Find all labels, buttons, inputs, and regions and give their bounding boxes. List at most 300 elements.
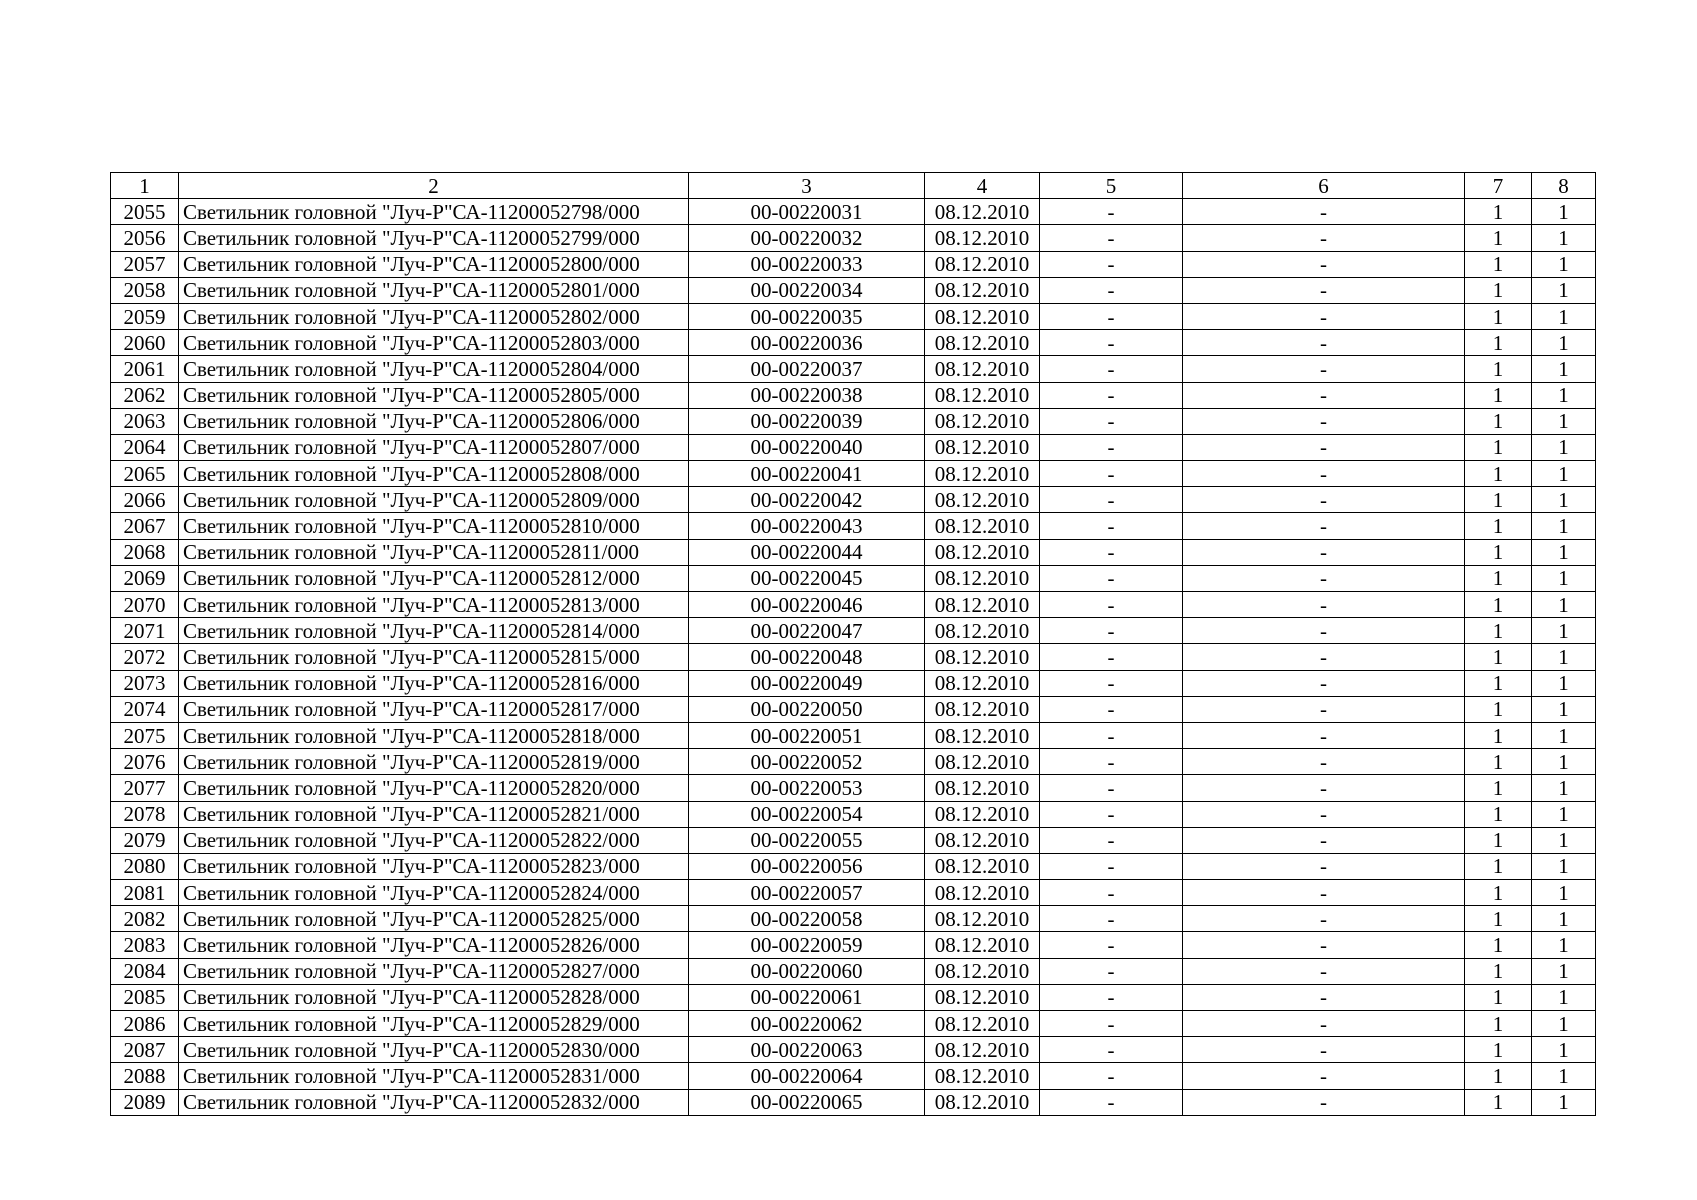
cell-inventory-number: 00-00220050 [689, 696, 925, 722]
cell-row-number: 2079 [111, 827, 179, 853]
cell-col-5: - [1040, 801, 1183, 827]
cell-item-name: Светильник головной "Луч-Р"СА-11200052829/000 [179, 1011, 689, 1037]
cell-row-number: 2069 [111, 565, 179, 591]
cell-date: 08.12.2010 [925, 775, 1040, 801]
cell-row-number: 2066 [111, 487, 179, 513]
cell-row-number: 2088 [111, 1063, 179, 1089]
cell-date: 08.12.2010 [925, 827, 1040, 853]
cell-col-8: 1 [1532, 722, 1596, 748]
inventory-table [110, 172, 1596, 1116]
cell-date: 08.12.2010 [925, 722, 1040, 748]
cell-date: 08.12.2010 [925, 277, 1040, 303]
cell-item-name: Светильник головной "Луч-Р"СА-11200052831/000 [179, 1063, 689, 1089]
cell-date: 08.12.2010 [925, 461, 1040, 487]
cell-col-6: - [1183, 251, 1465, 277]
cell-date: 08.12.2010 [925, 1037, 1040, 1063]
cell-inventory-number: 00-00220053 [689, 775, 925, 801]
cell-date: 08.12.2010 [925, 303, 1040, 329]
cell-item-name: Светильник головной "Луч-Р"СА-11200052801/000 [179, 277, 689, 303]
cell-row-number: 2055 [111, 199, 179, 225]
cell-col-7: 1 [1465, 1037, 1532, 1063]
cell-item-name: Светильник головной "Луч-Р"СА-11200052824/000 [179, 880, 689, 906]
cell-col-7: 1 [1465, 251, 1532, 277]
table-row [111, 932, 1596, 958]
cell-row-number: 2081 [111, 880, 179, 906]
cell-row-number: 2061 [111, 356, 179, 382]
cell-item-name: Светильник головной "Луч-Р"СА-11200052811/000 [179, 539, 689, 565]
cell-item-name: Светильник головной "Луч-Р"СА-11200052815/000 [179, 644, 689, 670]
cell-inventory-number: 00-00220059 [689, 932, 925, 958]
cell-item-name: Светильник головной "Луч-Р"СА-11200052798/000 [179, 199, 689, 225]
cell-inventory-number: 00-00220046 [689, 592, 925, 618]
cell-col-7: 1 [1465, 565, 1532, 591]
cell-item-name: Светильник головной "Луч-Р"СА-11200052823/000 [179, 853, 689, 879]
cell-row-number: 2076 [111, 749, 179, 775]
table-row [111, 1037, 1596, 1063]
cell-col-7: 1 [1465, 199, 1532, 225]
table-row [111, 434, 1596, 460]
cell-col-7: 1 [1465, 1089, 1532, 1115]
cell-col-7: 1 [1465, 303, 1532, 329]
cell-item-name: Светильник головной "Луч-Р"СА-11200052816/000 [179, 670, 689, 696]
table-row [111, 487, 1596, 513]
table-row [111, 539, 1596, 565]
cell-inventory-number: 00-00220060 [689, 958, 925, 984]
cell-inventory-number: 00-00220063 [689, 1037, 925, 1063]
header-cell-date: 4 [925, 173, 1040, 199]
cell-item-name: Светильник головной "Луч-Р"СА-11200052807/000 [179, 434, 689, 460]
cell-row-number: 2065 [111, 461, 179, 487]
cell-col-7: 1 [1465, 277, 1532, 303]
table-row [111, 330, 1596, 356]
table-row [111, 461, 1596, 487]
table-row [111, 827, 1596, 853]
header-cell-col-6: 6 [1183, 173, 1465, 199]
header-cell-row-number: 1 [111, 173, 179, 199]
cell-row-number: 2060 [111, 330, 179, 356]
cell-col-7: 1 [1465, 330, 1532, 356]
cell-inventory-number: 00-00220043 [689, 513, 925, 539]
header-cell-item-name: 2 [179, 173, 689, 199]
header-cell-inventory-number: 3 [689, 173, 925, 199]
cell-date: 08.12.2010 [925, 932, 1040, 958]
cell-inventory-number: 00-00220051 [689, 722, 925, 748]
cell-col-8: 1 [1532, 932, 1596, 958]
table-row [111, 199, 1596, 225]
cell-date: 08.12.2010 [925, 408, 1040, 434]
table-row [111, 592, 1596, 618]
table-row [111, 382, 1596, 408]
table-row [111, 225, 1596, 251]
cell-inventory-number: 00-00220055 [689, 827, 925, 853]
table-row [111, 775, 1596, 801]
cell-col-7: 1 [1465, 775, 1532, 801]
cell-col-7: 1 [1465, 1063, 1532, 1089]
table-row [111, 801, 1596, 827]
table-row [111, 722, 1596, 748]
cell-row-number: 2089 [111, 1089, 179, 1115]
cell-col-7: 1 [1465, 984, 1532, 1010]
cell-inventory-number: 00-00220037 [689, 356, 925, 382]
cell-col-6: - [1183, 749, 1465, 775]
cell-item-name: Светильник головной "Луч-Р"СА-11200052828/000 [179, 984, 689, 1010]
cell-row-number: 2086 [111, 1011, 179, 1037]
cell-col-6: - [1183, 1037, 1465, 1063]
cell-row-number: 2082 [111, 906, 179, 932]
table-row [111, 356, 1596, 382]
cell-col-5: - [1040, 880, 1183, 906]
cell-row-number: 2067 [111, 513, 179, 539]
cell-item-name: Светильник головной "Луч-Р"СА-11200052814/000 [179, 618, 689, 644]
cell-col-8: 1 [1532, 801, 1596, 827]
cell-col-8: 1 [1532, 1011, 1596, 1037]
cell-row-number: 2078 [111, 801, 179, 827]
cell-col-7: 1 [1465, 487, 1532, 513]
cell-col-7: 1 [1465, 827, 1532, 853]
cell-inventory-number: 00-00220047 [689, 618, 925, 644]
cell-col-8: 1 [1532, 696, 1596, 722]
cell-col-8: 1 [1532, 853, 1596, 879]
cell-date: 08.12.2010 [925, 330, 1040, 356]
cell-col-7: 1 [1465, 618, 1532, 644]
cell-item-name: Светильник головной "Луч-Р"СА-11200052813/000 [179, 592, 689, 618]
cell-col-6: - [1183, 801, 1465, 827]
cell-date: 08.12.2010 [925, 225, 1040, 251]
cell-date: 08.12.2010 [925, 801, 1040, 827]
cell-date: 08.12.2010 [925, 1011, 1040, 1037]
cell-col-7: 1 [1465, 644, 1532, 670]
cell-col-6: - [1183, 199, 1465, 225]
cell-col-5: - [1040, 1063, 1183, 1089]
cell-col-8: 1 [1532, 565, 1596, 591]
cell-row-number: 2056 [111, 225, 179, 251]
cell-date: 08.12.2010 [925, 251, 1040, 277]
cell-col-7: 1 [1465, 880, 1532, 906]
cell-col-5: - [1040, 225, 1183, 251]
cell-inventory-number: 00-00220032 [689, 225, 925, 251]
cell-col-5: - [1040, 199, 1183, 225]
cell-row-number: 2070 [111, 592, 179, 618]
cell-col-8: 1 [1532, 356, 1596, 382]
cell-date: 08.12.2010 [925, 906, 1040, 932]
cell-col-6: - [1183, 513, 1465, 539]
cell-row-number: 2058 [111, 277, 179, 303]
cell-item-name: Светильник головной "Луч-Р"СА-11200052806/000 [179, 408, 689, 434]
cell-col-7: 1 [1465, 408, 1532, 434]
cell-col-7: 1 [1465, 932, 1532, 958]
cell-date: 08.12.2010 [925, 539, 1040, 565]
cell-col-6: - [1183, 618, 1465, 644]
cell-col-5: - [1040, 408, 1183, 434]
cell-col-5: - [1040, 775, 1183, 801]
cell-col-5: - [1040, 670, 1183, 696]
cell-col-8: 1 [1532, 330, 1596, 356]
cell-col-6: - [1183, 853, 1465, 879]
cell-item-name: Светильник головной "Луч-Р"СА-11200052822/000 [179, 827, 689, 853]
cell-date: 08.12.2010 [925, 382, 1040, 408]
cell-item-name: Светильник головной "Луч-Р"СА-11200052821/000 [179, 801, 689, 827]
table-row [111, 696, 1596, 722]
cell-col-8: 1 [1532, 592, 1596, 618]
cell-col-5: - [1040, 330, 1183, 356]
cell-col-5: - [1040, 958, 1183, 984]
cell-row-number: 2084 [111, 958, 179, 984]
cell-item-name: Светильник головной "Луч-Р"СА-11200052825/000 [179, 906, 689, 932]
cell-inventory-number: 00-00220036 [689, 330, 925, 356]
cell-col-8: 1 [1532, 1037, 1596, 1063]
cell-col-6: - [1183, 434, 1465, 460]
cell-col-8: 1 [1532, 906, 1596, 932]
cell-col-7: 1 [1465, 356, 1532, 382]
cell-inventory-number: 00-00220058 [689, 906, 925, 932]
cell-col-7: 1 [1465, 801, 1532, 827]
cell-date: 08.12.2010 [925, 356, 1040, 382]
cell-col-5: - [1040, 565, 1183, 591]
cell-col-6: - [1183, 722, 1465, 748]
cell-col-5: - [1040, 487, 1183, 513]
cell-col-6: - [1183, 880, 1465, 906]
cell-col-7: 1 [1465, 461, 1532, 487]
cell-col-8: 1 [1532, 749, 1596, 775]
cell-col-7: 1 [1465, 853, 1532, 879]
cell-col-8: 1 [1532, 775, 1596, 801]
cell-col-7: 1 [1465, 1011, 1532, 1037]
cell-col-8: 1 [1532, 827, 1596, 853]
cell-date: 08.12.2010 [925, 434, 1040, 460]
cell-col-7: 1 [1465, 670, 1532, 696]
cell-item-name: Светильник головной "Луч-Р"СА-11200052812/000 [179, 565, 689, 591]
cell-date: 08.12.2010 [925, 513, 1040, 539]
table-row [111, 408, 1596, 434]
cell-date: 08.12.2010 [925, 958, 1040, 984]
cell-col-5: - [1040, 827, 1183, 853]
cell-col-6: - [1183, 827, 1465, 853]
cell-item-name: Светильник головной "Луч-Р"СА-11200052800/000 [179, 251, 689, 277]
cell-col-7: 1 [1465, 592, 1532, 618]
cell-col-8: 1 [1532, 434, 1596, 460]
cell-item-name: Светильник головной "Луч-Р"СА-11200052804/000 [179, 356, 689, 382]
cell-col-5: - [1040, 1089, 1183, 1115]
cell-col-6: - [1183, 696, 1465, 722]
cell-date: 08.12.2010 [925, 199, 1040, 225]
cell-inventory-number: 00-00220041 [689, 461, 925, 487]
cell-col-8: 1 [1532, 251, 1596, 277]
cell-col-5: - [1040, 382, 1183, 408]
cell-inventory-number: 00-00220033 [689, 251, 925, 277]
cell-col-8: 1 [1532, 539, 1596, 565]
table-row [111, 880, 1596, 906]
cell-col-5: - [1040, 356, 1183, 382]
cell-col-6: - [1183, 775, 1465, 801]
cell-col-5: - [1040, 592, 1183, 618]
cell-item-name: Светильник головной "Луч-Р"СА-11200052819/000 [179, 749, 689, 775]
cell-col-5: - [1040, 932, 1183, 958]
cell-row-number: 2064 [111, 434, 179, 460]
header-cell-col-5: 5 [1040, 173, 1183, 199]
cell-col-8: 1 [1532, 984, 1596, 1010]
cell-item-name: Светильник головной "Луч-Р"СА-11200052827/000 [179, 958, 689, 984]
table-row [111, 906, 1596, 932]
cell-inventory-number: 00-00220054 [689, 801, 925, 827]
cell-item-name: Светильник головной "Луч-Р"СА-11200052832/000 [179, 1089, 689, 1115]
cell-inventory-number: 00-00220057 [689, 880, 925, 906]
cell-col-8: 1 [1532, 408, 1596, 434]
cell-item-name: Светильник головной "Луч-Р"СА-11200052810/000 [179, 513, 689, 539]
cell-item-name: Светильник головной "Луч-Р"СА-11200052803/000 [179, 330, 689, 356]
cell-col-7: 1 [1465, 434, 1532, 460]
cell-col-5: - [1040, 434, 1183, 460]
cell-row-number: 2077 [111, 775, 179, 801]
cell-col-6: - [1183, 670, 1465, 696]
cell-col-6: - [1183, 487, 1465, 513]
cell-row-number: 2073 [111, 670, 179, 696]
cell-col-8: 1 [1532, 958, 1596, 984]
cell-col-8: 1 [1532, 513, 1596, 539]
cell-col-5: - [1040, 749, 1183, 775]
cell-col-8: 1 [1532, 487, 1596, 513]
cell-col-5: - [1040, 277, 1183, 303]
cell-row-number: 2074 [111, 696, 179, 722]
table-row [111, 513, 1596, 539]
cell-col-5: - [1040, 1011, 1183, 1037]
cell-col-6: - [1183, 277, 1465, 303]
cell-row-number: 2071 [111, 618, 179, 644]
header-row [111, 173, 1596, 199]
cell-col-6: - [1183, 958, 1465, 984]
table-row [111, 303, 1596, 329]
cell-inventory-number: 00-00220040 [689, 434, 925, 460]
cell-col-6: - [1183, 1089, 1465, 1115]
table-row [111, 1063, 1596, 1089]
table-row [111, 1089, 1596, 1115]
cell-date: 08.12.2010 [925, 592, 1040, 618]
cell-col-8: 1 [1532, 277, 1596, 303]
header-cell-col-7: 7 [1465, 173, 1532, 199]
cell-item-name: Светильник головной "Луч-Р"СА-11200052818/000 [179, 722, 689, 748]
cell-inventory-number: 00-00220035 [689, 303, 925, 329]
cell-inventory-number: 00-00220031 [689, 199, 925, 225]
cell-inventory-number: 00-00220065 [689, 1089, 925, 1115]
cell-date: 08.12.2010 [925, 984, 1040, 1010]
cell-date: 08.12.2010 [925, 487, 1040, 513]
cell-date: 08.12.2010 [925, 853, 1040, 879]
cell-inventory-number: 00-00220064 [689, 1063, 925, 1089]
cell-col-8: 1 [1532, 303, 1596, 329]
cell-row-number: 2072 [111, 644, 179, 670]
cell-date: 08.12.2010 [925, 670, 1040, 696]
cell-inventory-number: 00-00220061 [689, 984, 925, 1010]
cell-item-name: Светильник головной "Луч-Р"СА-11200052826/000 [179, 932, 689, 958]
cell-item-name: Светильник головной "Луч-Р"СА-11200052805/000 [179, 382, 689, 408]
cell-col-5: - [1040, 906, 1183, 932]
cell-col-7: 1 [1465, 225, 1532, 251]
cell-item-name: Светильник головной "Луч-Р"СА-11200052830/000 [179, 1037, 689, 1063]
cell-row-number: 2063 [111, 408, 179, 434]
cell-row-number: 2080 [111, 853, 179, 879]
cell-col-5: - [1040, 539, 1183, 565]
cell-inventory-number: 00-00220034 [689, 277, 925, 303]
header-cell-col-8: 8 [1532, 173, 1596, 199]
cell-row-number: 2085 [111, 984, 179, 1010]
cell-col-8: 1 [1532, 670, 1596, 696]
cell-col-5: - [1040, 461, 1183, 487]
cell-date: 08.12.2010 [925, 1063, 1040, 1089]
cell-row-number: 2068 [111, 539, 179, 565]
cell-col-7: 1 [1465, 722, 1532, 748]
cell-col-6: - [1183, 984, 1465, 1010]
cell-col-6: - [1183, 906, 1465, 932]
cell-col-6: - [1183, 382, 1465, 408]
cell-inventory-number: 00-00220045 [689, 565, 925, 591]
cell-col-5: - [1040, 722, 1183, 748]
table-row [111, 618, 1596, 644]
cell-item-name: Светильник головной "Луч-Р"СА-11200052809/000 [179, 487, 689, 513]
cell-col-8: 1 [1532, 199, 1596, 225]
cell-inventory-number: 00-00220049 [689, 670, 925, 696]
cell-row-number: 2075 [111, 722, 179, 748]
cell-inventory-number: 00-00220039 [689, 408, 925, 434]
cell-col-5: - [1040, 618, 1183, 644]
cell-col-5: - [1040, 644, 1183, 670]
cell-col-5: - [1040, 1037, 1183, 1063]
table-row [111, 958, 1596, 984]
cell-col-7: 1 [1465, 382, 1532, 408]
cell-col-7: 1 [1465, 749, 1532, 775]
cell-col-7: 1 [1465, 539, 1532, 565]
cell-col-8: 1 [1532, 461, 1596, 487]
table-row [111, 565, 1596, 591]
cell-col-8: 1 [1532, 1063, 1596, 1089]
table-row [111, 984, 1596, 1010]
cell-col-8: 1 [1532, 382, 1596, 408]
cell-date: 08.12.2010 [925, 1089, 1040, 1115]
cell-col-6: - [1183, 539, 1465, 565]
cell-inventory-number: 00-00220056 [689, 853, 925, 879]
cell-row-number: 2083 [111, 932, 179, 958]
cell-col-8: 1 [1532, 1089, 1596, 1115]
cell-col-6: - [1183, 225, 1465, 251]
cell-col-6: - [1183, 592, 1465, 618]
cell-date: 08.12.2010 [925, 644, 1040, 670]
cell-item-name: Светильник головной "Луч-Р"СА-11200052808/000 [179, 461, 689, 487]
cell-row-number: 2062 [111, 382, 179, 408]
cell-col-6: - [1183, 644, 1465, 670]
cell-date: 08.12.2010 [925, 749, 1040, 775]
cell-col-5: - [1040, 251, 1183, 277]
table-row [111, 749, 1596, 775]
cell-col-7: 1 [1465, 958, 1532, 984]
cell-date: 08.12.2010 [925, 565, 1040, 591]
cell-col-6: - [1183, 932, 1465, 958]
cell-col-5: - [1040, 853, 1183, 879]
cell-date: 08.12.2010 [925, 618, 1040, 644]
cell-col-6: - [1183, 330, 1465, 356]
cell-col-6: - [1183, 1063, 1465, 1089]
cell-date: 08.12.2010 [925, 880, 1040, 906]
cell-inventory-number: 00-00220044 [689, 539, 925, 565]
cell-inventory-number: 00-00220042 [689, 487, 925, 513]
cell-col-5: - [1040, 303, 1183, 329]
cell-inventory-number: 00-00220038 [689, 382, 925, 408]
cell-col-8: 1 [1532, 880, 1596, 906]
cell-inventory-number: 00-00220048 [689, 644, 925, 670]
cell-col-6: - [1183, 565, 1465, 591]
cell-col-5: - [1040, 984, 1183, 1010]
cell-col-8: 1 [1532, 644, 1596, 670]
cell-col-5: - [1040, 513, 1183, 539]
cell-date: 08.12.2010 [925, 696, 1040, 722]
table-row [111, 644, 1596, 670]
